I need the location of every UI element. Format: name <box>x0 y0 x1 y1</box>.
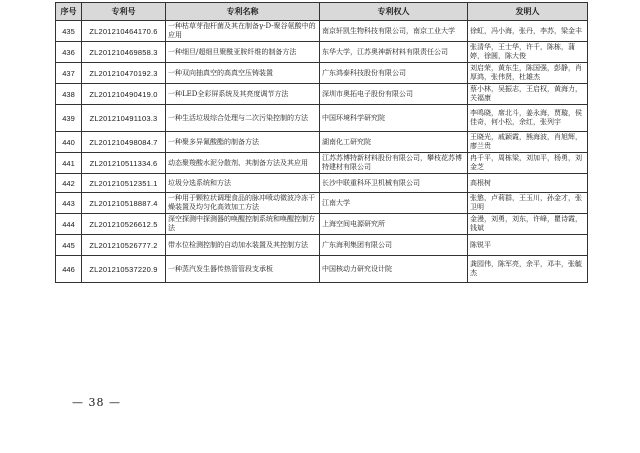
header-patent-number: 专利号 <box>82 3 166 21</box>
cell-patent-number: ZL201210518887.4 <box>82 193 166 214</box>
cell-seq: 439 <box>56 105 82 132</box>
cell-inventors: 蔡小林，吴振志，王启权，黄海力，关福康 <box>468 84 588 105</box>
cell-seq: 437 <box>56 63 82 84</box>
cell-patent-name: 动态聚羧酸水泥分散剂、其制备方法及其应用 <box>166 153 320 174</box>
cell-patent-owner: 上海空间电源研究所 <box>320 214 468 235</box>
cell-patent-number: ZL201210526777.2 <box>82 235 166 256</box>
table-row <box>56 63 588 84</box>
cell-seq: 440 <box>56 132 82 153</box>
table-row <box>56 214 588 235</box>
cell-patent-name: 一种蒸汽发生器传热管管段支承板 <box>166 256 320 283</box>
table-row <box>56 235 588 256</box>
cell-patent-number: ZL201210490419.0 <box>82 84 166 105</box>
cell-inventors: 刘启荣，黄东生，陈国强，彭静，肖厚鸿，张伟贤，杜雄杰 <box>468 63 588 84</box>
table-row <box>56 21 588 42</box>
cell-seq: 441 <box>56 153 82 174</box>
cell-patent-name: 一种枯草芽孢杆菌及其在制备γ-D-聚谷氨酸中的应用 <box>166 21 320 42</box>
cell-seq: 443 <box>56 193 82 214</box>
cell-patent-number: ZL201210470192.3 <box>82 63 166 84</box>
cell-patent-owner: 深圳市奥拓电子股份有限公司 <box>320 84 468 105</box>
cell-inventors: 张清华，王士华，许千，陈栋，蒲婷，徐圆，陈大俊 <box>468 42 588 63</box>
cell-patent-number: ZL201210469858.3 <box>82 42 166 63</box>
cell-seq: 438 <box>56 84 82 105</box>
cell-patent-owner: 江苏苏博特新材料股份有限公司，攀枝花苏博特建材有限公司 <box>320 153 468 174</box>
table-row <box>56 42 588 63</box>
table-row <box>56 153 588 174</box>
cell-inventors: 高根树 <box>468 174 588 193</box>
cell-patent-number: ZL201210512351.1 <box>82 174 166 193</box>
cell-patent-owner: 广东海利集团有限公司 <box>320 235 468 256</box>
cell-patent-name: 一种LED全彩屏系统及其亮度调节方法 <box>166 84 320 105</box>
cell-inventors: 金漫，刘勇，刘东，许峰，瞿诗霞，钱斌 <box>468 214 588 235</box>
cell-patent-owner: 南京轩凯生物科技有限公司，南京工业大学 <box>320 21 468 42</box>
cell-patent-number: ZL201210498084.7 <box>82 132 166 153</box>
patent-table-sheet <box>55 2 587 283</box>
cell-seq: 445 <box>56 235 82 256</box>
cell-inventors: 陈锐平 <box>468 235 588 256</box>
header-row <box>56 3 588 21</box>
table-row <box>56 256 588 283</box>
cell-patent-name: 一种用于颗粒状调理食品的脉冲喷动微波冷冻干燥装置及均匀化高效加工方法 <box>166 193 320 214</box>
table-row <box>56 193 588 214</box>
table-row <box>56 105 588 132</box>
cell-patent-number: ZL201210511334.6 <box>82 153 166 174</box>
cell-patent-owner: 中国环境科学研究院 <box>320 105 468 132</box>
cell-inventors: 龚园伟，陈军亮，余平，邓丰，张毓杰 <box>468 256 588 283</box>
table-row <box>56 132 588 153</box>
cell-patent-name: 一种双向抽真空的高真空压铸装置 <box>166 63 320 84</box>
cell-patent-owner: 江南大学 <box>320 193 468 214</box>
cell-patent-name: 垃圾分选系统和方法 <box>166 174 320 193</box>
header-patent-owner: 专利权人 <box>320 3 468 21</box>
cell-patent-name: 一种细旦/超细旦聚酰亚胺纤维的制备方法 <box>166 42 320 63</box>
cell-patent-owner: 中国核动力研究设计院 <box>320 256 468 283</box>
cell-patent-name: 深空探测中探测器的唤醒控制系统和唤醒控制方法 <box>166 214 320 235</box>
cell-patent-name: 带水位检测控制的自动加水装置及其控制方法 <box>166 235 320 256</box>
cell-inventors: 徐虹，冯小海，张丹，李苏，梁金丰 <box>468 21 588 42</box>
cell-patent-number: ZL201210526612.5 <box>82 214 166 235</box>
cell-seq: 435 <box>56 21 82 42</box>
table-body <box>56 21 588 283</box>
cell-patent-name: 一种生活垃圾综合处理与二次污染控制的方法 <box>166 105 320 132</box>
cell-patent-number: ZL201210491103.3 <box>82 105 166 132</box>
cell-patent-name: 一种聚多异氰酸酯的制备方法 <box>166 132 320 153</box>
header-seq: 序号 <box>56 3 82 21</box>
cell-inventors: 王晓光，戚颖霞，熊海波，肖旭辉，廖兰贵 <box>468 132 588 153</box>
cell-patent-owner: 长沙中联重科环卫机械有限公司 <box>320 174 468 193</box>
cell-patent-owner: 广东鸿泰科技股份有限公司 <box>320 63 468 84</box>
table-row <box>56 174 588 193</box>
header-patent-name: 专利名称 <box>166 3 320 21</box>
cell-seq: 436 <box>56 42 82 63</box>
cell-patent-number: ZL201210464170.6 <box>82 21 166 42</box>
cell-patent-number: ZL201210537220.9 <box>82 256 166 283</box>
cell-seq: 446 <box>56 256 82 283</box>
cell-inventors: 李鸣晓，席北斗，姜永海，贾璇，侯佳奇，何小松，余红，张列宇 <box>468 105 588 132</box>
cell-patent-owner: 湖南化工研究院 <box>320 132 468 153</box>
page-number: — 38 — <box>72 396 121 409</box>
cell-patent-owner: 东华大学，江苏奥神新材料有限责任公司 <box>320 42 468 63</box>
patent-table <box>55 2 588 283</box>
cell-inventors: 冉千平，周栋梁，刘加平，杨勇，刘金芝 <box>468 153 588 174</box>
cell-seq: 444 <box>56 214 82 235</box>
header-inventors: 发明人 <box>468 3 588 21</box>
cell-inventors: 张慜，卢莉群，王玉川，孙金才，张卫明 <box>468 193 588 214</box>
cell-seq: 442 <box>56 174 82 193</box>
table-row <box>56 84 588 105</box>
